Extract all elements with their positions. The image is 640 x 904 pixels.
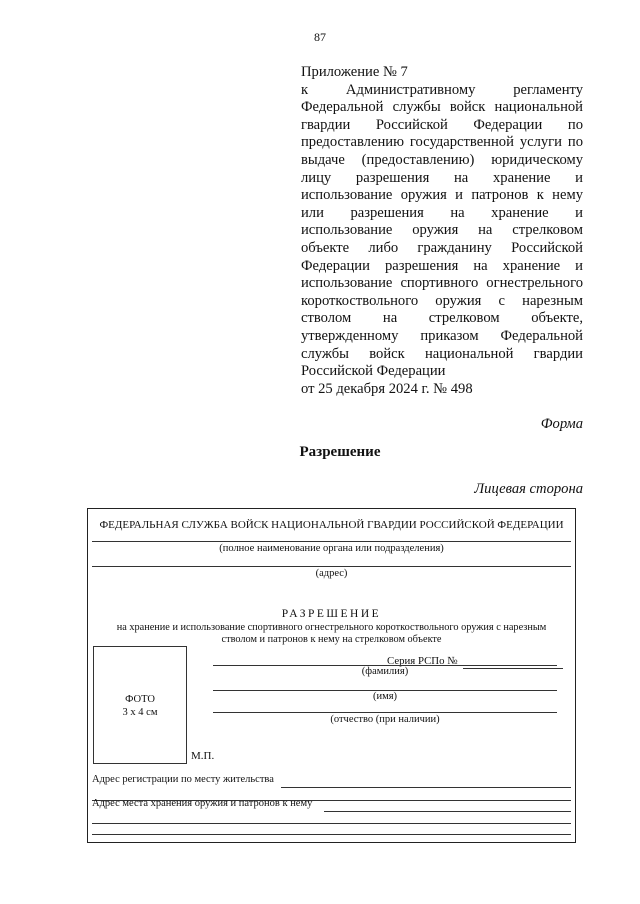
storage-address-line-2 (92, 823, 571, 824)
storage-address-label: Адрес места хранения оружия и патронов к нему (92, 798, 313, 809)
patronymic-caption: (отчество (при наличии) (330, 714, 440, 725)
photo-label: ФОТО (125, 694, 155, 705)
address-line (92, 566, 571, 567)
side-label: Лицевая сторона (474, 481, 583, 497)
form-header: ФЕДЕРАЛЬНАЯ СЛУЖБА ВОЙСК НАЦИОНАЛЬНОЙ ГВАРДИИ РОССИЙСКОЙ ФЕДЕРАЦИИ (99, 519, 564, 531)
name-caption: (имя) (372, 691, 398, 702)
org-caption: (полное наименование органа или подразделения) (219, 543, 444, 554)
photo-box (93, 646, 187, 764)
registration-address-label: Адрес регистрации по месту жительства (92, 774, 274, 785)
permit-title: РАЗРЕШЕНИЕ (281, 608, 382, 620)
stamp-label: М.П. (191, 750, 215, 762)
page-number: 87 (314, 30, 326, 44)
photo-size: 3 х 4 см (122, 707, 158, 718)
appendix-block (301, 64, 583, 398)
permit-description: на хранение и использование спортивного огнестрельного короткоствольного оружия с нарезным стволом и патронов к нему на стрелковом объекте (116, 622, 547, 645)
address-caption: (адрес) (315, 568, 348, 579)
storage-address-line (324, 811, 571, 812)
form-label: Форма (540, 416, 583, 432)
org-name-line (92, 541, 571, 542)
registration-address-line (281, 787, 571, 788)
storage-address-line-3 (92, 834, 571, 835)
series-label: Серия РСПо № (387, 655, 458, 667)
appendix-title: Приложение № 7 (301, 64, 408, 80)
patronymic-line (213, 712, 557, 713)
permit-form (87, 508, 576, 843)
appendix-date: от 25 декабря 2024 г. № 498 (301, 380, 473, 397)
document-heading: Разрешение (299, 444, 381, 460)
appendix-body: к Административному регламенту Федеральной службы войск национальной гвардии Российской Федерации по предоставлению государственной услуги по выдаче (предоставлению) юридическому лицу разрешения на хранение и использование оружия и патронов к нему или разрешения на хранение и использование оружия на стрелковом объекте либо гражданину Российской Федерации разрешения на хранение и использование спортивного огнестрельного короткоствольного оружия с нарезным стволом на стрелковом объекте, утвержденному приказом Федеральной службы войск национальной гвардии Российской Федерации (301, 81, 583, 380)
surname-caption: (фамилия) (361, 666, 409, 677)
photo-text (94, 693, 186, 719)
